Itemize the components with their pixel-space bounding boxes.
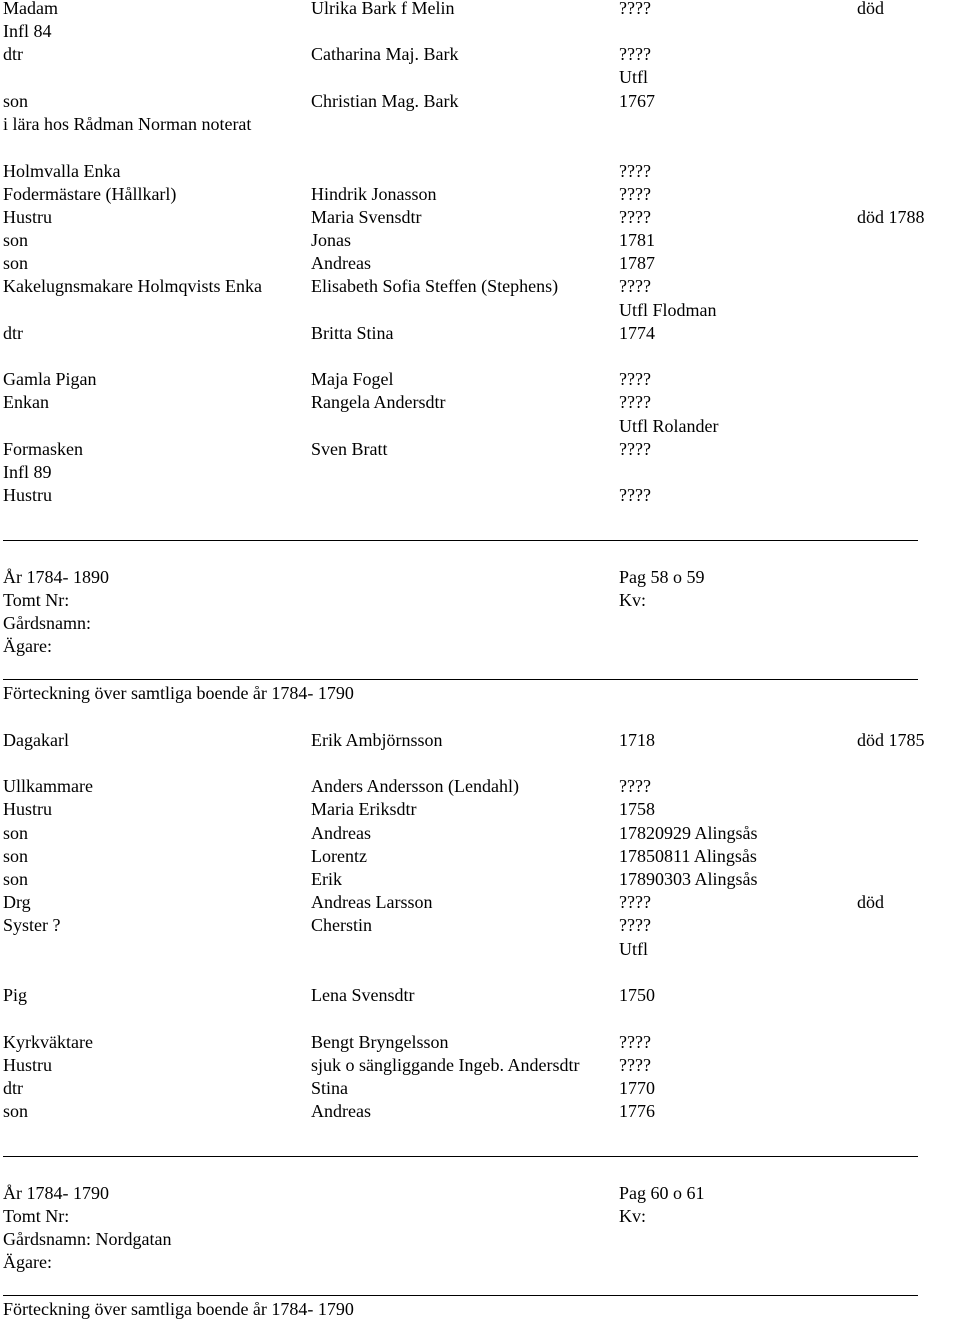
kv-label: Kv:: [619, 1206, 646, 1226]
section-header-row: [0, 612, 960, 635]
gardsnamn-label: Gårdsnamn:: [3, 613, 91, 633]
year-cell: Utfl: [619, 67, 648, 87]
name-cell: Bengt Bryngelsson: [311, 1032, 449, 1052]
year-cell: ????: [619, 161, 651, 181]
role-cell: Gamla Pigan: [3, 369, 97, 389]
section-header-row: [0, 566, 960, 589]
name-cell: Lorentz: [311, 846, 367, 866]
year-cell: 17850811 Alingsås: [619, 846, 757, 866]
register-row: [0, 868, 960, 891]
year-cell: 1750: [619, 985, 655, 1005]
role-cell: son: [3, 869, 29, 889]
year-cell: ????: [619, 44, 651, 64]
year-cell: ????: [619, 369, 651, 389]
section-header-row: [0, 1205, 960, 1228]
register-row: [0, 160, 960, 183]
role-cell: son: [3, 823, 29, 843]
year-cell: 1776: [619, 1101, 655, 1121]
register-row: [0, 113, 960, 136]
year-cell: 1781: [619, 230, 655, 250]
role-cell: Hustru: [3, 1055, 52, 1075]
register-row: [0, 775, 960, 798]
year-cell: 17890303 Alingsås: [619, 869, 758, 889]
year-cell: Utfl: [619, 939, 648, 959]
year-cell: ????: [619, 276, 651, 296]
name-cell: Erik: [311, 869, 342, 889]
role-cell: son: [3, 91, 29, 111]
role-cell: Ullkammare: [3, 776, 93, 796]
year-cell: Utfl Flodman: [619, 300, 717, 320]
register-row: [0, 798, 960, 821]
register-row: [0, 252, 960, 275]
name-cell: Maja Fogel: [311, 369, 394, 389]
role-cell: Fodermästare (Hållkarl): [3, 184, 177, 204]
role-cell: son: [3, 230, 29, 250]
name-cell: sjuk o sängliggande Ingeb. Andersdtr: [311, 1055, 580, 1075]
register-row: [0, 461, 960, 484]
role-cell: Syster ?: [3, 915, 61, 935]
role-cell: son: [3, 846, 29, 866]
name-cell: Andreas: [311, 823, 371, 843]
name-cell: Elisabeth Sofia Steffen (Stephens): [311, 276, 559, 296]
role-cell: dtr: [3, 323, 23, 343]
year-cell: ????: [619, 915, 651, 935]
listing-title-row: [0, 1298, 960, 1321]
role-cell: son: [3, 1101, 29, 1121]
separator-line: [3, 679, 918, 680]
register-row: [0, 984, 960, 1007]
name-cell: Andreas: [311, 1101, 371, 1121]
role-cell: Hustru: [3, 207, 52, 227]
section-header-row: [0, 1182, 960, 1205]
register-row: [0, 90, 960, 113]
tomt-label: Tomt Nr:: [3, 1206, 70, 1226]
year-cell: 1770: [619, 1078, 655, 1098]
name-cell: Maria Svensdtr: [311, 207, 422, 227]
role-cell: Hustru: [3, 485, 52, 505]
separator-line: [3, 1156, 918, 1157]
register-row: [0, 322, 960, 345]
register-row: [0, 845, 960, 868]
listing-title-row: [0, 682, 960, 705]
register-row: [0, 1100, 960, 1123]
role-cell: Formasken: [3, 439, 83, 459]
kv-label: Kv:: [619, 590, 646, 610]
register-row: [0, 822, 960, 845]
section-header-row: [0, 589, 960, 612]
year-cell: ????: [619, 776, 651, 796]
year-range: År 1784- 1790: [3, 1183, 109, 1203]
register-row: [0, 183, 960, 206]
role-cell: Holmvalla Enka: [3, 161, 121, 181]
name-cell: Lena Svensdtr: [311, 985, 415, 1005]
name-cell: Ulrika Bark f Melin: [311, 0, 455, 18]
role-cell: dtr: [3, 1078, 23, 1098]
year-cell: 1718: [619, 730, 655, 750]
name-cell: Britta Stina: [311, 323, 394, 343]
register-row: [0, 66, 960, 89]
register-row: [0, 938, 960, 961]
year-cell: 1758: [619, 799, 655, 819]
register-row: [0, 729, 960, 752]
register-row: [0, 1077, 960, 1100]
register-row: [0, 484, 960, 507]
section-header-row: [0, 1228, 960, 1251]
register-row: [0, 914, 960, 937]
register-row: [0, 391, 960, 414]
separator-line: [3, 540, 918, 541]
name-cell: Stina: [311, 1078, 349, 1098]
register-row: [0, 415, 960, 438]
separator-line: [3, 1295, 918, 1296]
name-cell: Cherstin: [311, 915, 372, 935]
section-header-row: [0, 1251, 960, 1274]
listing-title: Förteckning över samtliga boende år 1784- 1790: [3, 683, 354, 703]
name-cell: Erik Ambjörnsson: [311, 730, 443, 750]
year-cell: ????: [619, 1032, 651, 1052]
role-cell: i lära hos Rådman Norman noterat: [3, 114, 252, 134]
agare-label: Ägare:: [3, 1252, 52, 1272]
role-cell: Pig: [3, 985, 28, 1005]
year-cell: ????: [619, 485, 651, 505]
year-cell: ????: [619, 207, 651, 227]
register-row: [0, 20, 960, 43]
name-cell: Catharina Maj. Bark: [311, 44, 459, 64]
register-row: [0, 43, 960, 66]
year-cell: Utfl Rolander: [619, 416, 719, 436]
year-cell: 1774: [619, 323, 655, 343]
role-cell: Infl 89: [3, 462, 52, 482]
role-cell: Infl 84: [3, 21, 52, 41]
year-cell: 17820929 Alingsås: [619, 823, 758, 843]
register-row: [0, 206, 960, 229]
name-cell: Sven Bratt: [311, 439, 388, 459]
year-cell: ????: [619, 439, 651, 459]
role-cell: Madam: [3, 0, 58, 18]
register-row: [0, 891, 960, 914]
name-cell: Rangela Andersdtr: [311, 392, 446, 412]
role-cell: Drg: [3, 892, 31, 912]
register-row: [0, 299, 960, 322]
name-cell: Maria Eriksdtr: [311, 799, 417, 819]
name-cell: Andreas Larsson: [311, 892, 433, 912]
name-cell: Jonas: [311, 230, 351, 250]
note-cell: död 1788: [857, 207, 925, 227]
note-cell: död 1785: [857, 730, 925, 750]
section-header-row: [0, 635, 960, 658]
page-ref: Pag 58 o 59: [619, 567, 705, 587]
role-cell: son: [3, 253, 29, 273]
year-cell: 1767: [619, 91, 655, 111]
name-cell: Anders Andersson (Lendahl): [311, 776, 519, 796]
year-cell: ????: [619, 892, 651, 912]
name-cell: Andreas: [311, 253, 371, 273]
gardsnamn-label: Gårdsnamn: Nordgatan: [3, 1229, 172, 1249]
year-cell: ????: [619, 184, 651, 204]
register-row: [0, 0, 960, 20]
name-cell: Hindrik Jonasson: [311, 184, 437, 204]
name-cell: Christian Mag. Bark: [311, 91, 459, 111]
role-cell: Kakelugnsmakare Holmqvists Enka: [3, 276, 262, 296]
register-row: [0, 438, 960, 461]
listing-title: Förteckning över samtliga boende år 1784- 1790: [3, 1299, 354, 1319]
role-cell: Enkan: [3, 392, 49, 412]
agare-label: Ägare:: [3, 636, 52, 656]
year-cell: ????: [619, 1055, 651, 1075]
register-row: [0, 229, 960, 252]
year-cell: ????: [619, 0, 651, 18]
year-range: År 1784- 1890: [3, 567, 109, 587]
register-row: [0, 275, 960, 298]
role-cell: Dagakarl: [3, 730, 69, 750]
note-cell: död: [857, 892, 884, 912]
role-cell: dtr: [3, 44, 23, 64]
note-cell: död: [857, 0, 884, 18]
page-ref: Pag 60 o 61: [619, 1183, 705, 1203]
register-row: [0, 1054, 960, 1077]
role-cell: Kyrkväktare: [3, 1032, 93, 1052]
year-cell: ????: [619, 392, 651, 412]
tomt-label: Tomt Nr:: [3, 590, 70, 610]
register-row: [0, 368, 960, 391]
role-cell: Hustru: [3, 799, 52, 819]
year-cell: 1787: [619, 253, 655, 273]
register-row: [0, 1031, 960, 1054]
